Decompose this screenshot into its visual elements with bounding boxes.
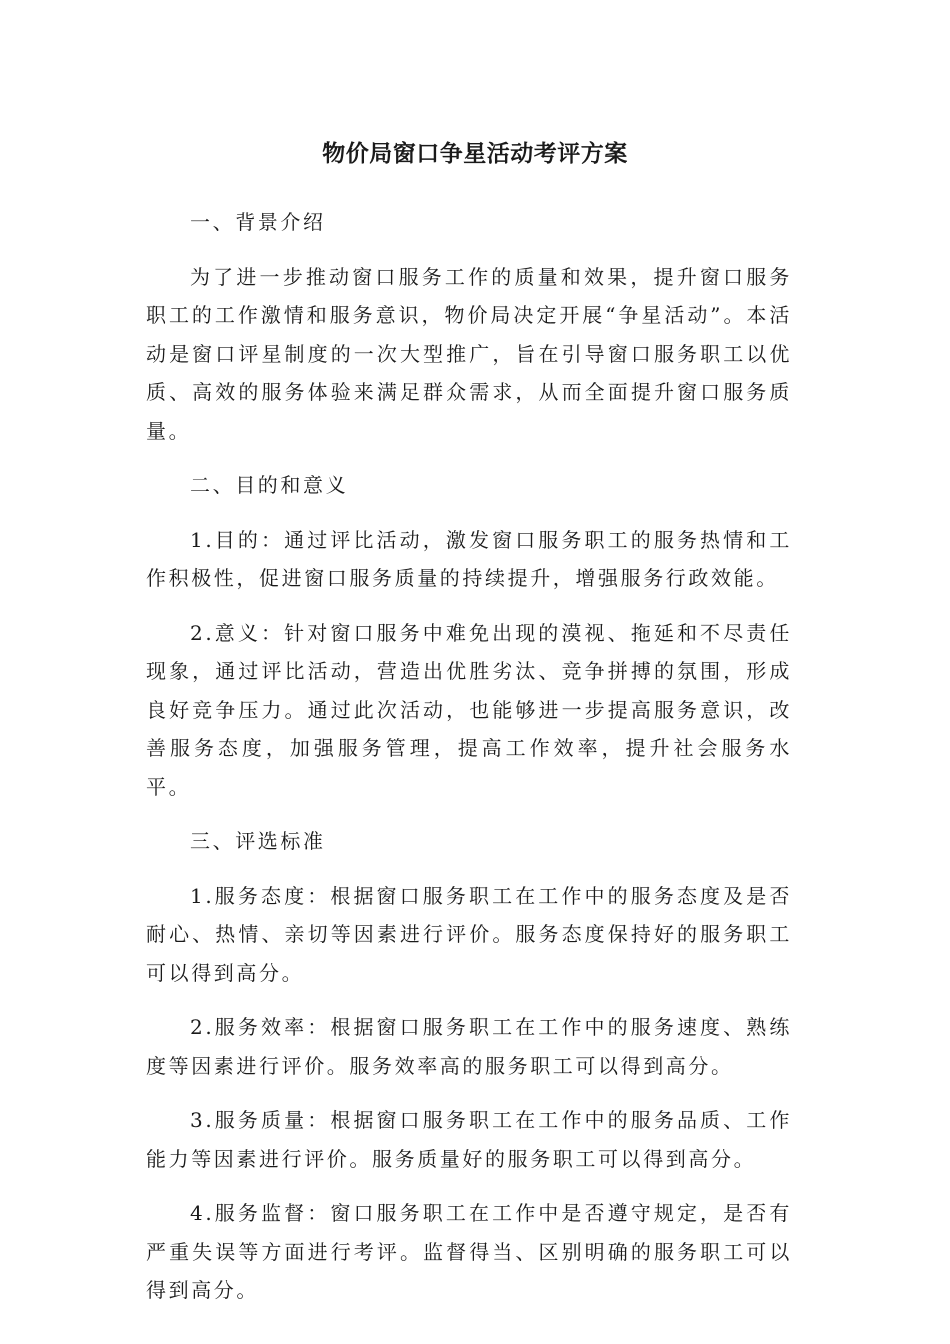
- paragraph-criteria-quality: 3.服务质量：根据窗口服务职工在工作中的服务品质、工作能力等因素进行评价。服务质量好的服务职工可以得到高分。: [146, 1108, 792, 1171]
- paragraph-purpose-goal: 1.目的：通过评比活动，激发窗口服务职工的服务热情和工作积极性，促进窗口服务质量的持续提升，增强服务行政效能。: [146, 527, 792, 590]
- paragraph-criteria-attitude: 1.服务态度：根据窗口服务职工在工作中的服务态度及是否耐心、热情、亲切等因素进行评价。服务态度保持好的服务职工可以得到高分。: [146, 883, 792, 985]
- section-heading-criteria: 三、评选标准: [190, 829, 326, 853]
- document-body: [146, 203, 792, 1326]
- document-title: 物价局窗口争星活动考评方案: [322, 141, 628, 167]
- section-heading-purpose: 二、目的和意义: [190, 473, 349, 497]
- paragraph-background: 为了进一步推动窗口服务工作的质量和效果，提升窗口服务职工的工作激情和服务意识，物价局决定开展“争星活动”。本活动是窗口评星制度的一次大型推广，旨在引导窗口服务职工以优质、高效的服务体验来满足群众需求，从而全面提升窗口服务质量。: [146, 264, 792, 443]
- section-heading-background: 一、背景介绍: [190, 210, 326, 234]
- paragraph-criteria-supervision: 4.服务监督：窗口服务职工在工作中是否遵守规定，是否有严重失误等方面进行考评。监督得当、区别明确的服务职工可以得到高分。: [146, 1201, 792, 1302]
- paragraph-criteria-efficiency: 2.服务效率：根据窗口服务职工在工作中的服务速度、熟练度等因素进行评价。服务效率高的服务职工可以得到高分。: [146, 1015, 792, 1078]
- paragraph-purpose-significance: 2.意义：针对窗口服务中难免出现的漠视、拖延和不尽责任现象，通过评比活动，营造出优胜劣汰、竞争拼搏的氛围，形成良好竞争压力。通过此次活动，也能够进一步提高服务意识，改善服务态度，加强服务管理，提高工作效率，提升社会服务水平。: [146, 620, 792, 799]
